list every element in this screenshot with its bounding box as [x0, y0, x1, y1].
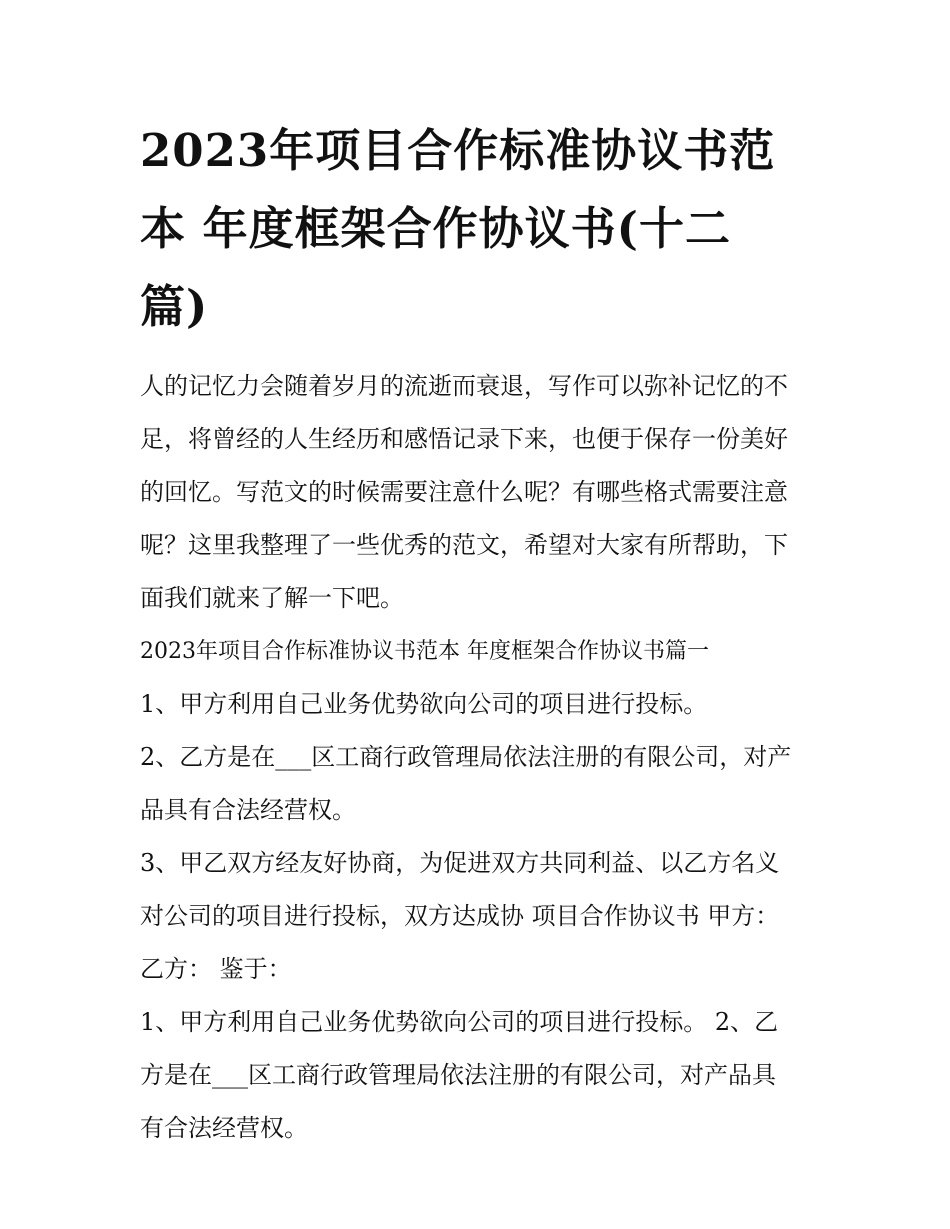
document-page [140, 112, 830, 1155]
intro-line: 足，将曾经的人生经历和感悟记录下来，也便于保存一份美好 [140, 425, 788, 453]
intro-paragraph [140, 360, 830, 625]
document-title [140, 112, 830, 346]
body-line: 3、甲乙双方经友好协商，为促进双方共同利益、以乙方名义 [140, 849, 780, 877]
body-line: 品具有合法经营权。 [140, 796, 356, 824]
section-heading: 2023年项目合作标准协议书范本 年度框架合作协议书篇一 [140, 639, 709, 664]
body-line: 1、甲方利用自己业务优势欲向公司的项目进行投标。 [140, 690, 708, 718]
intro-line: 面我们就来了解一下吧。 [140, 584, 404, 612]
title-line: 本 年度框架合作协议书(十二 [140, 202, 731, 255]
body-line: 有合法经营权。 [140, 1114, 308, 1142]
title-line: 篇) [140, 280, 209, 333]
body-line: 对公司的项目进行投标，双方达成协 项目合作协议书 甲方： [140, 902, 780, 930]
title-line: 2023年项目合作标准协议书范 [140, 124, 776, 177]
agreement-body [140, 678, 830, 1155]
body-line: 1、甲方利用自己业务优势欲向公司的项目进行投标。 2、乙 [140, 1008, 779, 1036]
intro-line: 的回忆。写范文的时候需要注意什么呢？有哪些格式需要注意 [140, 478, 788, 506]
intro-line: 呢？这里我整理了一些优秀的范文，希望对大家有所帮助，下 [140, 531, 788, 559]
body-line: 乙方： 鉴于： [140, 955, 292, 983]
body-line: 方是在___区工商行政管理局依法注册的有限公司，对产品具 [140, 1061, 776, 1089]
body-line: 2、乙方是在___区工商行政管理局依法注册的有限公司，对产 [140, 743, 792, 771]
intro-line: 人的记忆力会随着岁月的流逝而衰退，写作可以弥补记忆的不 [140, 372, 788, 400]
